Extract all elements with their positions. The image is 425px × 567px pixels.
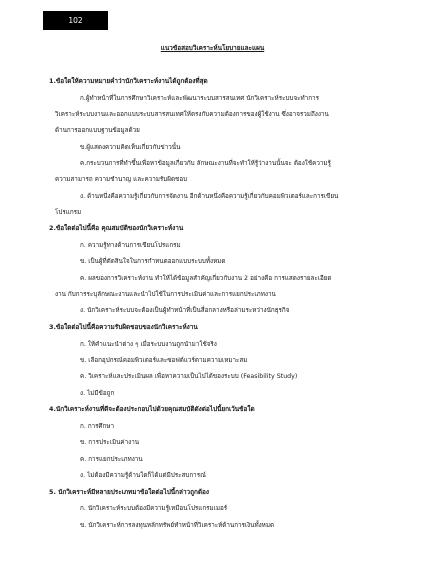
q4-option-b: ข. การประเมินค่างาน: [80, 439, 140, 446]
q2-option-a: ก. ความรู้ทางด้านการเขียนโปรแกรม: [80, 242, 181, 249]
page-number-badge: 102: [43, 11, 108, 30]
question-1: 1.ข้อใดให้ความหมายคำว่านักวิเคราะห์งานได้ถูกต้องที่สุด: [49, 77, 208, 85]
document-title: แนวข้อสอบวิเคราะห์นโยบายและแผน: [160, 44, 265, 52]
q1-option-a-line3: ด้านการออกแบบฐานข้อมูลด้วย: [55, 127, 140, 134]
q1-option-c-line1: ค.กระบวนการที่ทำขึ้นเพื่อหาข้อมูลเกี่ยวกับ ลักษณะงานที่จะทำให้รู้ว่างานนั้นจะ ต้องใช้ความรู้: [80, 160, 331, 167]
q3-option-a: ก. ให้คำแนะนำต่าง ๆ เมื่อระบบงานถูกนำมาใช้จริง: [80, 341, 217, 348]
question-4: 4.นักวิเคราะห์งานที่ดีจะต้องประกอบไปด้วยคุณสมบัติดังต่อไปนี้ยกเว้นข้อใด: [49, 405, 255, 413]
q3-option-b: ข. เลือกอุปกรณ์คอมพิวเตอร์และซอฟต์แวร์ตามความเหมาะสม: [80, 357, 248, 364]
question-3: 3.ข้อใดต่อไปนี้คือความรับผิดชอบของนักวิเคราะห์งาน: [49, 323, 198, 331]
q2-option-c-line2: งาน กับการระบุลักษณะงานและนำไปใช้ในการประเมินค่าและการแยกประเภทงาน: [55, 291, 276, 298]
q4-option-d: ง. ไม่ต้องมีความรู้ด้านใดก็ได้แต่มีประสบการณ์: [80, 472, 206, 479]
question-2: 2.ข้อใดต่อไปนี้คือ คุณสมบัติของนักวิเคราะห์งาน: [49, 224, 184, 232]
q4-option-a: ก. การศึกษา: [80, 423, 115, 430]
q2-option-b: ข. เป็นผู้ที่ตัดสินใจในการกำหนดออกแบบระบบทั้งหมด: [80, 258, 226, 265]
question-5: 5. นักวิเคราะห์มีหลายประเภทมาข้อใดต่อไปนี้กล่าวถูกต้อง: [49, 488, 209, 496]
q1-option-a-line2: วิเคราะห์ระบบงานและออกแบบระบบสารสนเทศให้ตรงกับความต้องการของผู้ใช้งาน ซึ่งอาจรวมถึงงาน: [55, 111, 329, 118]
q1-option-b: ข.ผู้แสดงความคิดเห็นเกี่ยวกับข่าวนั้น: [80, 144, 181, 151]
q1-option-c-line2: ความสามารถ ความชำนาญ และความรับผิดชอบ: [55, 176, 188, 183]
q1-option-d-line1: ง. ด้านหนึ่งคือความรู้เกี่ยวกับการจัดงาน อีกด้านหนึ่งคือความรู้เกี่ยวกับคอมพิวเตอร์และการเขียน: [80, 193, 339, 200]
q1-option-a-line1: ก.ผู้ทำหน้าที่ในการศึกษาวิเคราะห์และพัฒนาระบบสารสนเทศ นักวิเคราะห์ระบบจะทำการ: [80, 95, 319, 102]
q4-option-c: ค. การแยกประเภทงาน: [80, 456, 143, 463]
q2-option-d: ง. นักวิเคราะห์ระบบจะต้องเป็นผู้ทำหน้าที่เป็นสื่อกลางหรือล่ามระหว่างนักธุรกิจ: [80, 307, 290, 314]
q1-option-d-line2: โปรแกรม: [55, 209, 82, 216]
q5-option-a: ก. นักวิเคราะห์ระบบต้องมีความรู้เหมือนโปรแกรมเมอร์: [80, 505, 228, 512]
q3-option-d: ง. ไม่มีข้อถูก: [80, 390, 115, 397]
q3-option-c: ค. วิเคราะห์และประเมินผล เพื่อหาความเป็นไปได้ของระบบ (Feasibility Study): [80, 373, 298, 380]
q2-option-c-line1: ค. ผลของการวิเคราะห์งาน ทำให้ได้ข้อมูลสำคัญเกี่ยวกับงาน 2 อย่างคือ การแสดงรายละเอียด: [80, 275, 332, 282]
q5-option-b: ข. นักวิเคราะห์การลงทุนหลักทรัพย์ทำหน้าที่วิเคราะห์ด้านการเงินทั้งหมด: [80, 522, 275, 529]
